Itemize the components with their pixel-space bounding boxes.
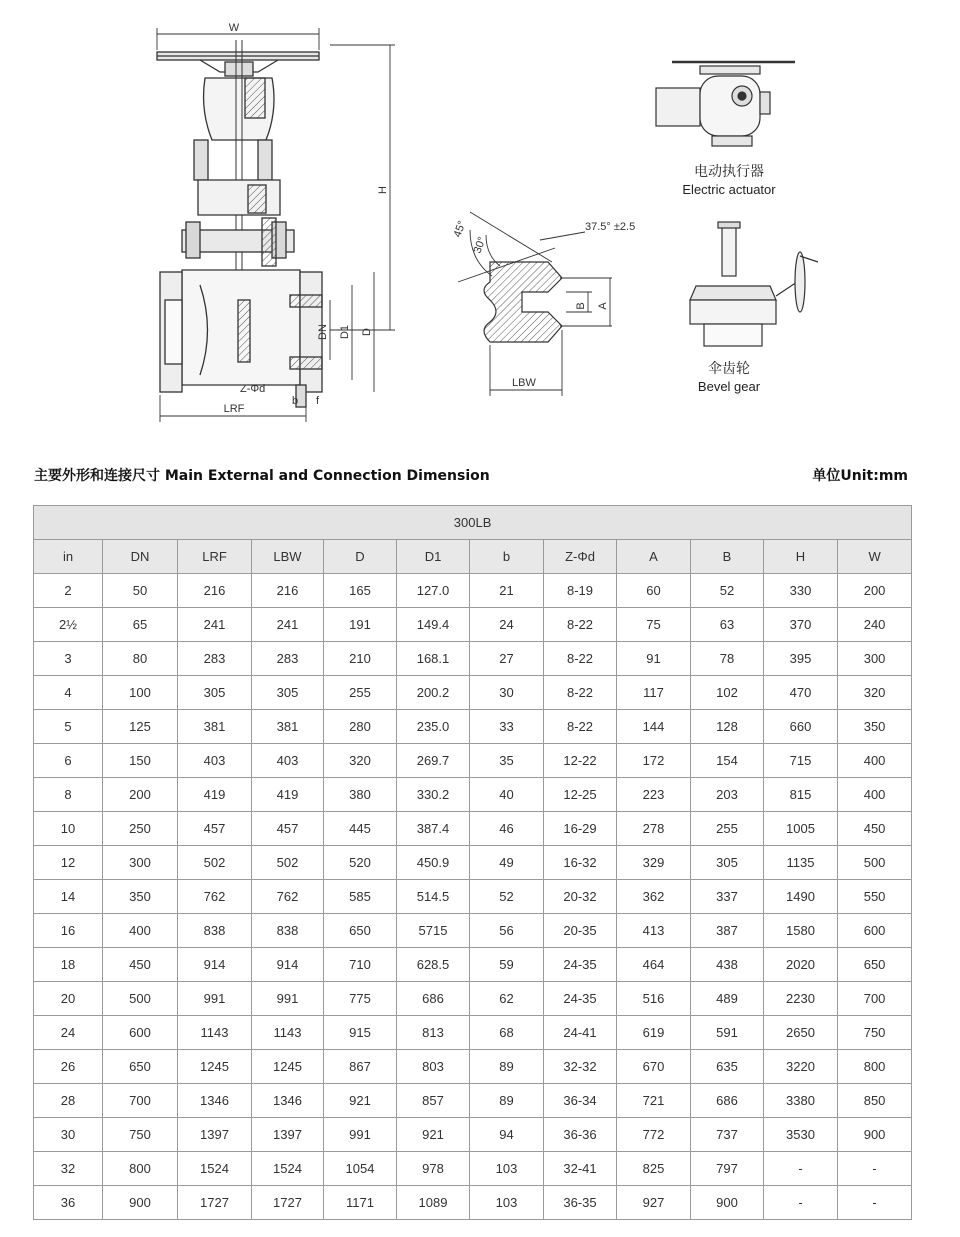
unit-label: 单位Unit:mm	[812, 468, 908, 484]
table-cell: 117	[617, 676, 691, 710]
table-cell: 362	[617, 880, 691, 914]
table-cell: 450	[103, 948, 178, 982]
table-cell: 650	[103, 1050, 178, 1084]
table-cell: 660	[764, 710, 838, 744]
table-cell: 1490	[764, 880, 838, 914]
table-cell: 200.2	[397, 676, 470, 710]
table-cell: 915	[324, 1016, 397, 1050]
table-cell: 149.4	[397, 608, 470, 642]
table-cell: 1245	[252, 1050, 324, 1084]
table-cell: 737	[691, 1118, 764, 1152]
table-cell: 103	[470, 1186, 544, 1220]
table-cell: 1524	[178, 1152, 252, 1186]
table-cell: 223	[617, 778, 691, 812]
table-cell: 300	[838, 642, 912, 676]
table-cell: 370	[764, 608, 838, 642]
table-cell: 36-36	[544, 1118, 617, 1152]
table-cell: 6	[34, 744, 103, 778]
table-cell: 797	[691, 1152, 764, 1186]
table-cell: 686	[691, 1084, 764, 1118]
table-cell: 750	[838, 1016, 912, 1050]
table-cell: 900	[691, 1186, 764, 1220]
table-cell: 464	[617, 948, 691, 982]
table-cell: 20-32	[544, 880, 617, 914]
table-cell: 600	[838, 914, 912, 948]
table-cell: 50	[103, 574, 178, 608]
table-cell: 403	[178, 744, 252, 778]
column-header-row	[34, 540, 912, 574]
table-cell: 502	[252, 846, 324, 880]
table-cell: 400	[103, 914, 178, 948]
dim-d-label: D	[361, 328, 373, 336]
table-cell: 591	[691, 1016, 764, 1050]
table-cell: 102	[691, 676, 764, 710]
table-row	[34, 812, 912, 846]
table-cell: 210	[324, 642, 397, 676]
table-cell: 419	[252, 778, 324, 812]
table-cell: 8-22	[544, 642, 617, 676]
table-cell: 914	[252, 948, 324, 982]
table-cell: 78	[691, 642, 764, 676]
table-cell: 127.0	[397, 574, 470, 608]
table-cell: 991	[178, 982, 252, 1016]
table-cell: 168.1	[397, 642, 470, 676]
table-cell: 16	[34, 914, 103, 948]
table-cell: 65	[103, 608, 178, 642]
dim-w-label: W	[228, 22, 240, 34]
angle-45-label: 45°	[451, 219, 469, 240]
dim-b-label: b	[292, 395, 299, 407]
table-cell: 60	[617, 574, 691, 608]
column-header: D	[324, 540, 397, 574]
table-cell: 16-29	[544, 812, 617, 846]
table-cell: 8-22	[544, 676, 617, 710]
table-cell: 30	[34, 1118, 103, 1152]
table-cell: 857	[397, 1084, 470, 1118]
table-cell: 12	[34, 846, 103, 880]
table-cell: 800	[103, 1152, 178, 1186]
table-cell: 8-22	[544, 710, 617, 744]
table-cell: 550	[838, 880, 912, 914]
table-cell: 46	[470, 812, 544, 846]
table-body	[34, 574, 912, 1220]
table-cell: 49	[470, 846, 544, 880]
table-cell: 921	[324, 1084, 397, 1118]
table-cell: 2020	[764, 948, 838, 982]
table-cell: 103	[470, 1152, 544, 1186]
table-cell: 200	[838, 574, 912, 608]
table-cell: 240	[838, 608, 912, 642]
table-cell: 150	[103, 744, 178, 778]
table-cell: 1089	[397, 1186, 470, 1220]
table-cell: -	[764, 1152, 838, 1186]
table-cell: 1346	[252, 1084, 324, 1118]
table-cell: 1524	[252, 1152, 324, 1186]
table-cell: 400	[838, 744, 912, 778]
table-cell: 387	[691, 914, 764, 948]
table-cell: 1245	[178, 1050, 252, 1084]
table-cell: 803	[397, 1050, 470, 1084]
table-cell: 635	[691, 1050, 764, 1084]
table-cell: 1143	[252, 1016, 324, 1050]
dim-b2-label: B	[575, 302, 587, 310]
table-cell: 900	[838, 1118, 912, 1152]
table-cell: 1143	[178, 1016, 252, 1050]
table-cell: 280	[324, 710, 397, 744]
table-cell: 89	[470, 1084, 544, 1118]
table-cell: 63	[691, 608, 764, 642]
table-cell: 154	[691, 744, 764, 778]
dimension-table	[33, 505, 912, 1220]
table-cell: 775	[324, 982, 397, 1016]
table-cell: 750	[103, 1118, 178, 1152]
table-cell: 867	[324, 1050, 397, 1084]
table-row	[34, 574, 912, 608]
table-cell: 89	[470, 1050, 544, 1084]
table-cell: 650	[838, 948, 912, 982]
table-cell: 721	[617, 1084, 691, 1118]
table-cell: 255	[324, 676, 397, 710]
dim-lbw-label: LBW	[512, 377, 536, 389]
table-cell: 850	[838, 1084, 912, 1118]
table-cell: 1171	[324, 1186, 397, 1220]
table-cell: 350	[838, 710, 912, 744]
table-cell: 191	[324, 608, 397, 642]
table-cell: 700	[838, 982, 912, 1016]
table-row	[34, 676, 912, 710]
table-cell: 1054	[324, 1152, 397, 1186]
table-cell: 24	[34, 1016, 103, 1050]
column-header: b	[470, 540, 544, 574]
table-cell: 241	[178, 608, 252, 642]
table-cell: 628.5	[397, 948, 470, 982]
table-cell: 450.9	[397, 846, 470, 880]
table-cell: 24-41	[544, 1016, 617, 1050]
column-header: LRF	[178, 540, 252, 574]
table-cell: 387.4	[397, 812, 470, 846]
dim-f-label: f	[316, 395, 320, 407]
table-row	[34, 710, 912, 744]
table-cell: 56	[470, 914, 544, 948]
table-cell: -	[764, 1186, 838, 1220]
table-cell: 35	[470, 744, 544, 778]
dim-lrf-label: LRF	[223, 403, 245, 415]
table-cell: 927	[617, 1186, 691, 1220]
table-cell: 255	[691, 812, 764, 846]
table-row	[34, 1186, 912, 1220]
table-cell: 686	[397, 982, 470, 1016]
table-cell: 350	[103, 880, 178, 914]
table-cell: 2½	[34, 608, 103, 642]
table-cell: 445	[324, 812, 397, 846]
table-cell: 24-35	[544, 982, 617, 1016]
table-cell: 337	[691, 880, 764, 914]
table-cell: 128	[691, 710, 764, 744]
table-cell: 1346	[178, 1084, 252, 1118]
dim-a-label: A	[597, 302, 609, 310]
table-cell: 24	[470, 608, 544, 642]
table-cell: 4	[34, 676, 103, 710]
table-row	[34, 1084, 912, 1118]
table-cell: 3380	[764, 1084, 838, 1118]
table-cell: 269.7	[397, 744, 470, 778]
table-cell: 125	[103, 710, 178, 744]
table-cell: 921	[397, 1118, 470, 1152]
table-cell: 32	[34, 1152, 103, 1186]
table-cell: 36-35	[544, 1186, 617, 1220]
dim-zphid-label: Z-Φd	[240, 383, 266, 395]
angle-30-label: 30°	[471, 235, 489, 256]
table-cell: 1135	[764, 846, 838, 880]
table-cell: 329	[617, 846, 691, 880]
table-cell: 305	[252, 676, 324, 710]
table-cell: 320	[324, 744, 397, 778]
table-cell: 762	[252, 880, 324, 914]
table-cell: 900	[103, 1186, 178, 1220]
table-cell: 438	[691, 948, 764, 982]
table-cell: 585	[324, 880, 397, 914]
table-cell: -	[838, 1186, 912, 1220]
table-cell: 1580	[764, 914, 838, 948]
table-row	[34, 982, 912, 1016]
table-cell: 3220	[764, 1050, 838, 1084]
table-cell: 8	[34, 778, 103, 812]
table-cell: 283	[252, 642, 324, 676]
column-header: DN	[103, 540, 178, 574]
table-row	[34, 744, 912, 778]
table-cell: 838	[252, 914, 324, 948]
table-cell: 91	[617, 642, 691, 676]
table-cell: 33	[470, 710, 544, 744]
column-header: A	[617, 540, 691, 574]
table-row	[34, 880, 912, 914]
table-cell: 395	[764, 642, 838, 676]
table-row	[34, 778, 912, 812]
table-cell: 500	[103, 982, 178, 1016]
bevel-gear-cn: 伞齿轮	[708, 361, 750, 377]
table-cell: 3530	[764, 1118, 838, 1152]
table-cell: 16-32	[544, 846, 617, 880]
valve-drawings	[0, 0, 960, 440]
table-cell: 250	[103, 812, 178, 846]
table-cell: 2650	[764, 1016, 838, 1050]
table-cell: 419	[178, 778, 252, 812]
table-cell: 14	[34, 880, 103, 914]
table-cell: 200	[103, 778, 178, 812]
table-cell: 450	[838, 812, 912, 846]
column-header: W	[838, 540, 912, 574]
table-cell: 28	[34, 1084, 103, 1118]
dim-dn-label: DN	[317, 324, 329, 340]
column-header: B	[691, 540, 764, 574]
table-row	[34, 1050, 912, 1084]
section-title: 主要外形和连接尺寸 Main External and Connection Dimension	[34, 468, 490, 484]
table-cell: 75	[617, 608, 691, 642]
table-cell: 172	[617, 744, 691, 778]
table-cell: 715	[764, 744, 838, 778]
table-cell: 815	[764, 778, 838, 812]
table-cell: 1727	[252, 1186, 324, 1220]
table-cell: 520	[324, 846, 397, 880]
table-cell: 52	[470, 880, 544, 914]
table-cell: 500	[838, 846, 912, 880]
bevel-gear-drawing	[690, 222, 818, 346]
dim-h-label: H	[377, 186, 389, 194]
table-cell: 516	[617, 982, 691, 1016]
table-cell: 813	[397, 1016, 470, 1050]
table-cell: 470	[764, 676, 838, 710]
dim-d1-label: D1	[339, 324, 351, 340]
table-cell: 800	[838, 1050, 912, 1084]
electric-actuator-drawing	[656, 62, 795, 146]
table-row	[34, 1152, 912, 1186]
table-cell: 381	[178, 710, 252, 744]
technical-drawing	[0, 0, 960, 440]
table-cell: 1397	[252, 1118, 324, 1152]
table-cell: 20-35	[544, 914, 617, 948]
table-cell: 305	[691, 846, 764, 880]
table-cell: 991	[252, 982, 324, 1016]
table-cell: 825	[617, 1152, 691, 1186]
column-header: D1	[397, 540, 470, 574]
table-cell: 400	[838, 778, 912, 812]
table-cell: 305	[178, 676, 252, 710]
table-cell: 24-35	[544, 948, 617, 982]
pressure-class-header: 300LB	[34, 506, 912, 540]
table-row	[34, 608, 912, 642]
table-cell: 489	[691, 982, 764, 1016]
electric-actuator-cn: 电动执行器	[694, 164, 764, 180]
table-row	[34, 642, 912, 676]
table-cell: 650	[324, 914, 397, 948]
table-cell: 457	[178, 812, 252, 846]
table-cell: -	[838, 1152, 912, 1186]
table-cell: 59	[470, 948, 544, 982]
table-cell: 978	[397, 1152, 470, 1186]
table-cell: 62	[470, 982, 544, 1016]
table-row	[34, 948, 912, 982]
table-cell: 381	[252, 710, 324, 744]
table-cell: 27	[470, 642, 544, 676]
table-cell: 600	[103, 1016, 178, 1050]
table-cell: 700	[103, 1084, 178, 1118]
table-cell: 36	[34, 1186, 103, 1220]
table-cell: 235.0	[397, 710, 470, 744]
table-cell: 3	[34, 642, 103, 676]
table-cell: 203	[691, 778, 764, 812]
table-cell: 502	[178, 846, 252, 880]
table-cell: 403	[252, 744, 324, 778]
gate-valve-drawing	[157, 40, 322, 407]
table-row	[34, 846, 912, 880]
table-cell: 772	[617, 1118, 691, 1152]
table-cell: 36-34	[544, 1084, 617, 1118]
table-cell: 80	[103, 642, 178, 676]
table-cell: 1727	[178, 1186, 252, 1220]
table-cell: 320	[838, 676, 912, 710]
table-cell: 8-22	[544, 608, 617, 642]
table-cell: 278	[617, 812, 691, 846]
table-cell: 1397	[178, 1118, 252, 1152]
table-cell: 165	[324, 574, 397, 608]
table-cell: 710	[324, 948, 397, 982]
table-cell: 21	[470, 574, 544, 608]
table-cell: 330	[764, 574, 838, 608]
table-cell: 10	[34, 812, 103, 846]
table-row	[34, 1118, 912, 1152]
table-cell: 991	[324, 1118, 397, 1152]
table-cell: 12-22	[544, 744, 617, 778]
table-cell: 514.5	[397, 880, 470, 914]
bevel-gear-en: Bevel gear	[697, 379, 761, 394]
column-header: H	[764, 540, 838, 574]
table-cell: 670	[617, 1050, 691, 1084]
table-cell: 300	[103, 846, 178, 880]
table-cell: 216	[178, 574, 252, 608]
table-cell: 18	[34, 948, 103, 982]
table-cell: 144	[617, 710, 691, 744]
table-cell: 838	[178, 914, 252, 948]
table-cell: 762	[178, 880, 252, 914]
table-row	[34, 1016, 912, 1050]
table-cell: 68	[470, 1016, 544, 1050]
table-cell: 5715	[397, 914, 470, 948]
table-cell: 52	[691, 574, 764, 608]
table-cell: 40	[470, 778, 544, 812]
table-cell: 2230	[764, 982, 838, 1016]
table-cell: 216	[252, 574, 324, 608]
column-header: Z-Φd	[544, 540, 617, 574]
column-header: LBW	[252, 540, 324, 574]
table-cell: 457	[252, 812, 324, 846]
table-cell: 20	[34, 982, 103, 1016]
table-cell: 283	[178, 642, 252, 676]
table-cell: 1005	[764, 812, 838, 846]
table-cell: 619	[617, 1016, 691, 1050]
table-cell: 380	[324, 778, 397, 812]
column-header: in	[34, 540, 103, 574]
table-row	[34, 914, 912, 948]
electric-actuator-en: Electric actuator	[682, 182, 776, 197]
table-cell: 330.2	[397, 778, 470, 812]
bevel-angle-label: 37.5° ±2.5	[585, 221, 636, 233]
table-cell: 914	[178, 948, 252, 982]
table-cell: 32-41	[544, 1152, 617, 1186]
table-cell: 26	[34, 1050, 103, 1084]
table-cell: 241	[252, 608, 324, 642]
table-cell: 12-25	[544, 778, 617, 812]
table-cell: 32-32	[544, 1050, 617, 1084]
table-cell: 94	[470, 1118, 544, 1152]
table-cell: 8-19	[544, 574, 617, 608]
table-cell: 413	[617, 914, 691, 948]
table-cell: 2	[34, 574, 103, 608]
table-cell: 5	[34, 710, 103, 744]
table-cell: 100	[103, 676, 178, 710]
table-cell: 30	[470, 676, 544, 710]
